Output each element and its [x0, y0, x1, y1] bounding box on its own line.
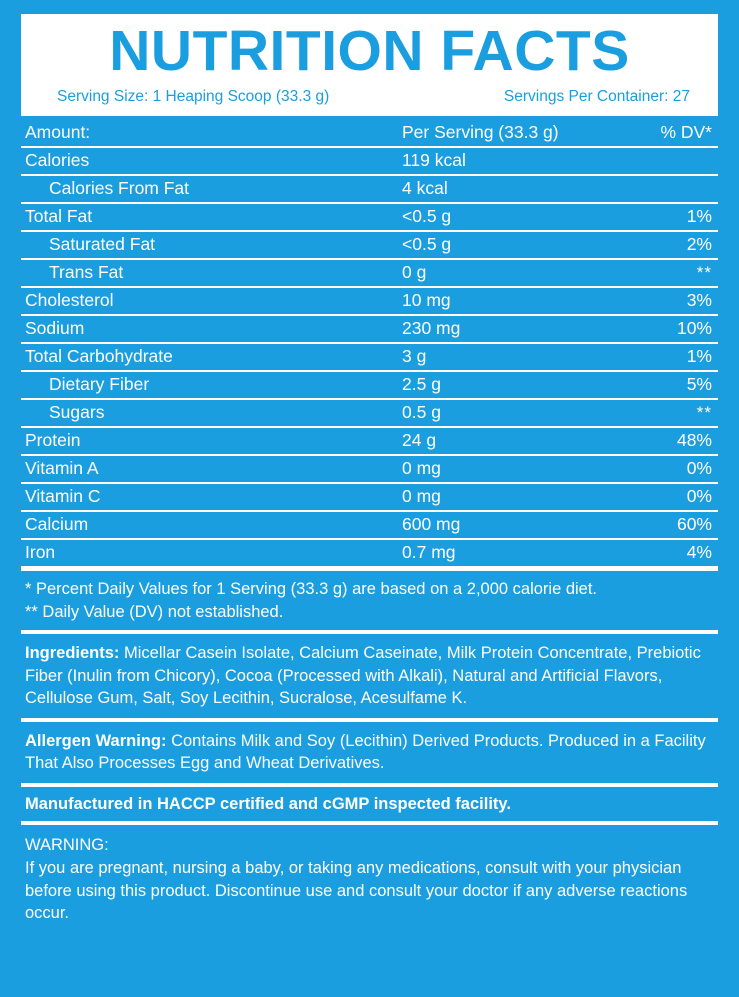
- page-title: NUTRITION FACTS: [109, 19, 630, 83]
- manufactured-text: Manufactured in HACCP certified and cGMP inspected facility.: [25, 794, 511, 813]
- header-per-serving: Per Serving (33.3 g): [402, 120, 638, 147]
- row-name: Cholesterol: [21, 287, 402, 315]
- serving-size: Serving Size: 1 Heaping Scoop (33.3 g): [57, 88, 330, 105]
- row-name: Trans Fat: [21, 259, 402, 287]
- table-row: [21, 231, 718, 259]
- table-row: [21, 455, 718, 483]
- table-row: [21, 315, 718, 343]
- row-value: 0 g: [402, 259, 638, 287]
- row-name: Dietary Fiber: [21, 371, 402, 399]
- row-value: 0 mg: [402, 455, 638, 483]
- nutrition-table-body: [21, 120, 718, 567]
- row-value: 119 kcal: [402, 147, 638, 175]
- row-value: 3 g: [402, 343, 638, 371]
- table-row: [21, 427, 718, 455]
- footnote-dv-not-established: ** Daily Value (DV) not established.: [25, 603, 284, 621]
- row-dv: **: [638, 399, 718, 427]
- row-name: Sugars: [21, 399, 402, 427]
- ingredients-block: [21, 630, 718, 718]
- table-row: [21, 203, 718, 231]
- row-dv: **: [638, 259, 718, 287]
- warning-text: If you are pregnant, nursing a baby, or taking any medications, consult with your physician before using this product. Discontinue use and consult your doctor if any adverse reactions occur.: [25, 859, 688, 922]
- row-value: <0.5 g: [402, 231, 638, 259]
- row-name: Vitamin A: [21, 455, 402, 483]
- nutrition-facts-panel: [21, 14, 718, 983]
- row-dv: 2%: [638, 231, 718, 259]
- allergen-text: Contains Milk and Soy (Lecithin) Derived Products. Produced in a Facility That Also Processes Egg and Wheat Derivatives.: [25, 731, 706, 772]
- ingredients-label: Ingredients:: [25, 644, 120, 662]
- header-dv: % DV*: [638, 120, 718, 147]
- row-value: 2.5 g: [402, 371, 638, 399]
- row-name: Iron: [21, 539, 402, 567]
- row-dv: [638, 147, 718, 175]
- manufactured-block: [21, 783, 718, 822]
- row-name: Total Carbohydrate: [21, 343, 402, 371]
- row-dv: [638, 175, 718, 203]
- allergen-block: [21, 718, 718, 783]
- row-dv: 48%: [638, 427, 718, 455]
- warning-label: WARNING:: [25, 836, 109, 854]
- row-value: 600 mg: [402, 511, 638, 539]
- row-name: Protein: [21, 427, 402, 455]
- footnotes: [21, 568, 718, 630]
- row-name: Sodium: [21, 315, 402, 343]
- row-dv: 1%: [638, 203, 718, 231]
- row-name: Saturated Fat: [21, 231, 402, 259]
- title-box: [21, 14, 718, 116]
- table-row: [21, 175, 718, 203]
- table-row: [21, 259, 718, 287]
- warning-block: [21, 821, 718, 933]
- row-name: Calories From Fat: [21, 175, 402, 203]
- table-row: [21, 483, 718, 511]
- table-row: [21, 539, 718, 567]
- row-value: 4 kcal: [402, 175, 638, 203]
- table-header-row: [21, 120, 718, 147]
- row-name: Calcium: [21, 511, 402, 539]
- row-dv: 4%: [638, 539, 718, 567]
- row-name: Calories: [21, 147, 402, 175]
- table-row: [21, 147, 718, 175]
- row-value: 0.7 mg: [402, 539, 638, 567]
- row-value: <0.5 g: [402, 203, 638, 231]
- row-name: Total Fat: [21, 203, 402, 231]
- row-value: 230 mg: [402, 315, 638, 343]
- row-value: 0.5 g: [402, 399, 638, 427]
- table-row: [21, 343, 718, 371]
- row-dv: 3%: [638, 287, 718, 315]
- table-row: [21, 511, 718, 539]
- nutrition-table: [21, 120, 718, 568]
- row-dv: 10%: [638, 315, 718, 343]
- ingredients-text: Micellar Casein Isolate, Calcium Caseinate, Milk Protein Concentrate, Prebiotic Fiber (Inulin from Chicory), Cocoa (Processed with Alkali), Natural and Artificial Flavors, Cellulose Gum, Salt, Soy Lecithin, Sucralose, Acesulfame K.: [25, 644, 701, 707]
- table-row: [21, 371, 718, 399]
- row-dv: 5%: [638, 371, 718, 399]
- allergen-label: Allergen Warning:: [25, 731, 167, 750]
- table-row: [21, 287, 718, 315]
- servings-per-container: Servings Per Container: 27: [503, 88, 690, 105]
- row-dv: 0%: [638, 455, 718, 483]
- row-value: 24 g: [402, 427, 638, 455]
- serving-info-row: [35, 88, 704, 106]
- row-value: 0 mg: [402, 483, 638, 511]
- table-row: [21, 399, 718, 427]
- row-dv: 0%: [638, 483, 718, 511]
- row-dv: 60%: [638, 511, 718, 539]
- row-name: Vitamin C: [21, 483, 402, 511]
- footnote-daily-values: * Percent Daily Values for 1 Serving (33.3 g) are based on a 2,000 calorie diet.: [25, 580, 598, 598]
- row-value: 10 mg: [402, 287, 638, 315]
- row-dv: 1%: [638, 343, 718, 371]
- header-amount: Amount:: [21, 120, 402, 147]
